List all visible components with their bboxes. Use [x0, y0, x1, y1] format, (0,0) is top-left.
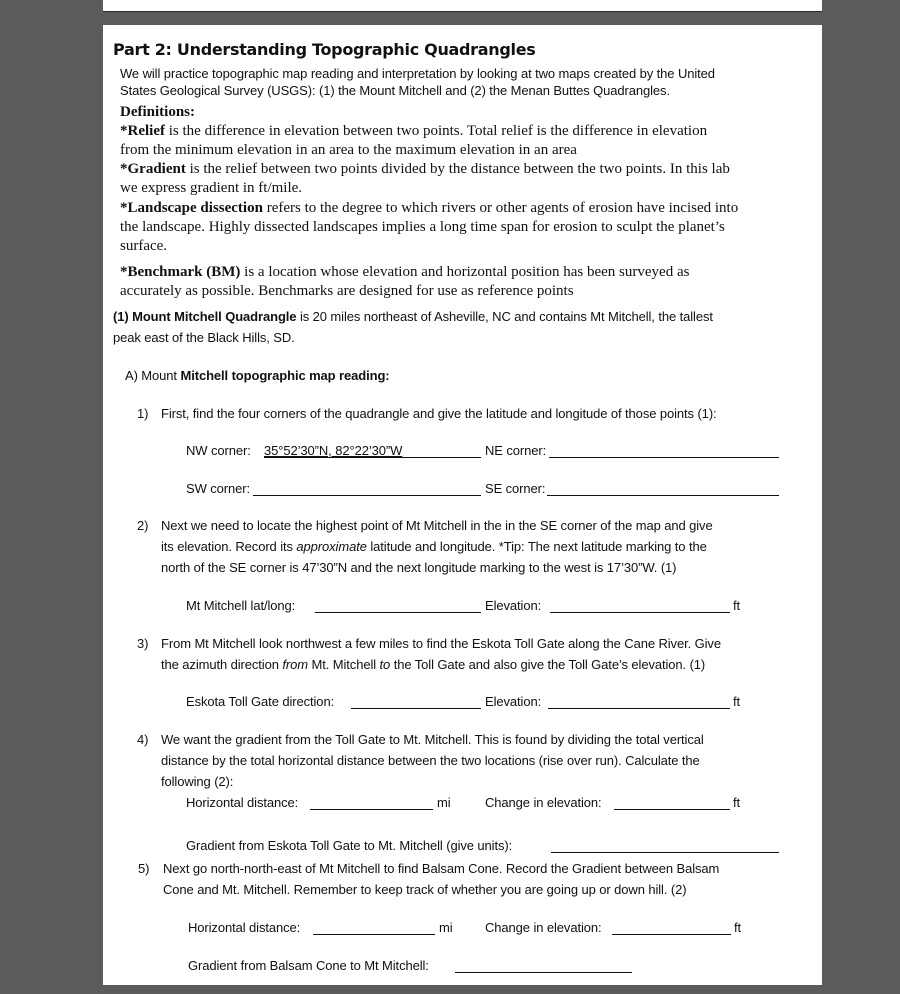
intro-line-2: States Geological Survey (USGS): (1) the Mount Mitchell and (2) the Menan Buttes Quadrangles. — [120, 83, 670, 98]
q2-number: 2) — [137, 518, 149, 533]
sw-corner-label: SW corner: — [186, 481, 251, 496]
document-page — [103, 25, 822, 985]
q4-line-3: following (2): — [161, 774, 234, 789]
q4-change-field[interactable] — [614, 809, 730, 810]
q5-change-field[interactable] — [612, 934, 731, 935]
se-corner-field[interactable] — [547, 495, 779, 496]
q5-mi-unit: mi — [439, 920, 453, 935]
dissection-definition: *Landscape dissection refers to the degree to which rivers or other agents of erosion have incised into — [120, 200, 739, 216]
relief-definition-2: from the minimum elevation in an area to the maximum elevation in an area — [120, 142, 577, 158]
intro-line-1: We will practice topographic map reading and interpretation by looking at two maps created by the United — [120, 66, 715, 81]
q3-line-1: From Mt Mitchell look northwest a few miles to find the Eskota Toll Gate along the Cane River. Give — [161, 636, 721, 651]
mitchell-intro: (1) Mount Mitchell Quadrangle is 20 miles northeast of Asheville, NC and contains Mt Mitchell, the tallest — [113, 309, 713, 324]
gradient-definition-2: we express gradient in ft/mile. — [120, 180, 303, 196]
dissection-definition-2: the landscape. Highly dissected landscapes implies a long time span for erosion to sculpt the planet’s — [120, 219, 725, 235]
part-a-heading: A) Mount Mitchell topographic map reading: — [125, 368, 390, 383]
q2-elevation-label: Elevation: — [485, 598, 542, 613]
q2-line-2: its elevation. Record its approximate latitude and longitude. *Tip: The next latitude marking to the — [161, 539, 707, 554]
q4-gradient-field[interactable] — [551, 852, 779, 853]
mitchell-term: (1) Mount Mitchell Quadrangle — [113, 309, 297, 324]
q4-horizontal-field[interactable] — [310, 809, 433, 810]
sw-corner-field[interactable] — [253, 495, 481, 496]
q5-line-1: Next go north-north-east of Mt Mitchell to find Balsam Cone. Record the Gradient between Balsam — [163, 861, 720, 876]
q1-text: First, find the four corners of the quadrangle and give the latitude and longitude of those points (1): — [161, 406, 717, 421]
section-title: Part 2: Understanding Topographic Quadrangles — [113, 40, 536, 59]
q4-line-2: distance by the total horizontal distance between the two locations (rise over run). Calculate the — [161, 753, 700, 768]
q4-gradient-label: Gradient from Eskota Toll Gate to Mt. Mitchell (give units): — [186, 838, 513, 853]
q3-line-2: the azimuth direction from Mt. Mitchell to the Toll Gate and also give the Toll Gate’s elevation. (1) — [161, 657, 706, 672]
q5-horizontal-label: Horizontal distance: — [188, 920, 301, 935]
q4-line-1: We want the gradient from the Toll Gate to Mt. Mitchell. This is found by dividing the total vertical — [161, 732, 704, 747]
benchmark-term: *Benchmark (BM) — [120, 264, 241, 280]
q5-number: 5) — [138, 861, 150, 876]
q3-ft-unit: ft — [733, 694, 741, 709]
q5-line-2: Cone and Mt. Mitchell. Remember to keep track of whether you are going up or down hill. (2) — [163, 882, 687, 897]
q3-elevation-field[interactable] — [548, 708, 730, 709]
nw-corner-value: 35°52’30”N, 82°22’30”W — [264, 443, 403, 458]
relief-term: *Relief — [120, 123, 165, 139]
q4-change-label: Change in elevation: — [485, 795, 602, 810]
latlong-label: Mt Mitchell lat/long: — [186, 598, 296, 613]
gradient-definition: *Gradient is the relief between two points divided by the distance between the two points. In this lab — [120, 161, 730, 177]
ne-corner-field[interactable] — [549, 457, 779, 458]
dissection-term: *Landscape dissection — [120, 200, 263, 216]
q4-ft-unit: ft — [733, 795, 741, 810]
se-corner-label: SE corner: — [485, 481, 546, 496]
toll-gate-direction-label: Eskota Toll Gate direction: — [186, 694, 335, 709]
benchmark-definition: *Benchmark (BM) is a location whose elevation and horizontal position has been surveyed as — [120, 264, 690, 280]
q2-ft-unit: ft — [733, 598, 741, 613]
q5-horizontal-field[interactable] — [313, 934, 435, 935]
q1-number: 1) — [137, 406, 149, 421]
ne-corner-label: NE corner: — [485, 443, 547, 458]
q5-ft-unit: ft — [734, 920, 742, 935]
definitions-heading: Definitions: — [120, 104, 195, 120]
q4-horizontal-label: Horizontal distance: — [186, 795, 299, 810]
toll-gate-direction-field[interactable] — [351, 708, 481, 709]
previous-page-edge — [103, 0, 822, 12]
mitchell-intro-2: peak east of the Black Hills, SD. — [113, 330, 295, 345]
q5-gradient-field[interactable] — [455, 972, 632, 973]
q2-line-1: Next we need to locate the highest point of Mt Mitchell in the in the SE corner of the map and give — [161, 518, 713, 533]
q4-mi-unit: mi — [437, 795, 451, 810]
q5-change-label: Change in elevation: — [485, 920, 602, 935]
nw-corner-field[interactable] — [264, 457, 481, 458]
gradient-term: *Gradient — [120, 161, 186, 177]
q4-number: 4) — [137, 732, 149, 747]
q3-number: 3) — [137, 636, 149, 651]
q5-gradient-label: Gradient from Balsam Cone to Mt Mitchell: — [188, 958, 429, 973]
q3-elevation-label: Elevation: — [485, 694, 542, 709]
q2-line-3: north of the SE corner is 47’30”N and the next longitude marking to the west is 17’30”W. (1) — [161, 560, 677, 575]
relief-definition: *Relief is the difference in elevation between two points. Total relief is the difference in elevation — [120, 123, 708, 139]
q2-elevation-field[interactable] — [550, 612, 730, 613]
nw-corner-label: NW corner: — [186, 443, 251, 458]
benchmark-definition-2: accurately as possible. Benchmarks are designed for use as reference points — [120, 283, 574, 299]
latlong-field[interactable] — [315, 612, 481, 613]
dissection-definition-3: surface. — [120, 238, 168, 254]
